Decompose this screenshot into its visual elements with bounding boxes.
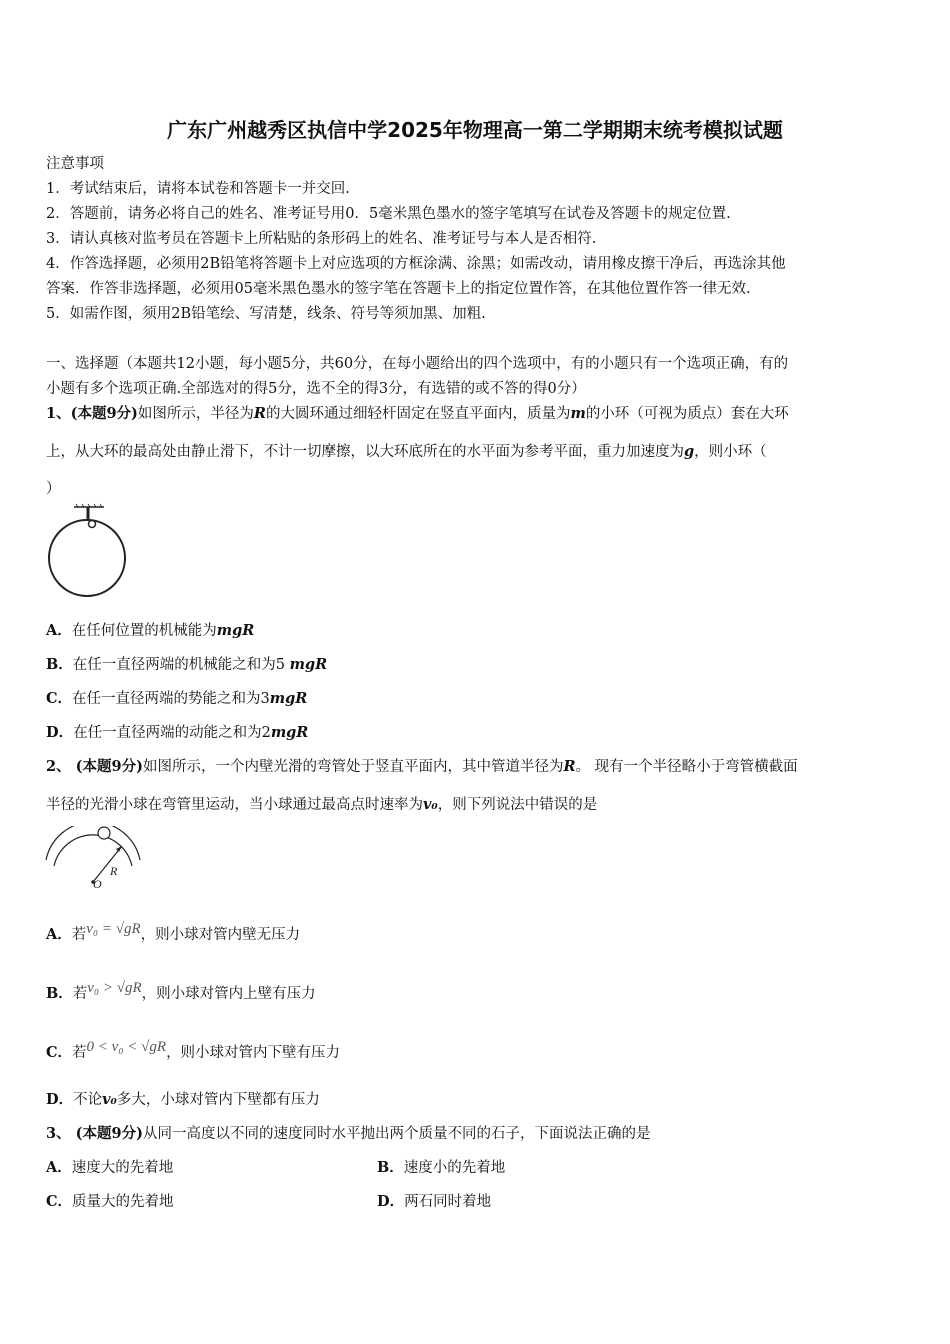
q1-option-d[interactable]: D．在任一直径两端的动能之和为2mgR [46,724,309,741]
q2-option-d[interactable]: D．不论v₀多大，小球对管内下壁都有压力 [46,1091,320,1108]
notice-item: 1．考试结束后，请将本试卷和答题卡一并交回. [46,181,350,197]
q2-fig-label-R: R [110,864,118,878]
q3-option-a[interactable]: A．速度大的先着地 [46,1159,174,1176]
q1-stem-line2: 上，从大环的最高处由静止滑下，不计一切摩擦，以大环底所在的水平面为参考平面，重力加速度为g，则小环（ [46,443,767,460]
q2-option-b[interactable]: B．若v₀ > √gR，则小球对管内上壁有压力 [46,980,316,1002]
var-g: g [684,443,695,460]
q2-number: 2、 (本题9分) [46,758,143,775]
q3-option-c[interactable]: C．质量大的先着地 [46,1193,174,1210]
q3-option-b[interactable]: B．速度小的先着地 [377,1159,506,1176]
q1-option-a[interactable]: A．在任何位置的机械能为mgR [46,622,255,639]
q1-number: 1、(本题9分) [46,405,138,422]
q1-stem-line1: 1、(本题9分)如图所示，半径为R的大圆环通过细轻杆固定在竖直平面内，质量为m的小环（可视为质点）套在大环 [46,405,789,422]
notice-heading: 注意事项 [46,156,104,172]
q2-stem-line1: 2、 (本题9分)如图所示，一个内壁光滑的弯管处于竖直平面内，其中管道半径为R。 现有一个半径略小于弯管横截面 [46,758,798,775]
notice-item: 2．答题前，请务必将自己的姓名、准考证号用0．5毫米黑色墨水的签字笔填写在试卷及答题卡的规定位置. [46,206,731,222]
q3-number: 3、 (本题9分) [46,1125,143,1142]
q3-option-d[interactable]: D．两石同时着地 [377,1193,492,1210]
notice-item: 5．如需作图，须用2B铅笔绘、写清楚，线条、符号等须加黑、加粗. [46,306,486,322]
q2-stem-line2: 半径的光滑小球在弯管里运动，当小球通过最高点时速率为v₀，则下列说法中错误的是 [46,796,598,813]
q2-option-c[interactable]: C．若0 < v₀ < √gR，则小球对管内下壁有压力 [46,1039,341,1061]
section-heading-line1: 一、选择题（本题共12小题，每小题5分，共60分，在每小题给出的四个选项中，有的小题只有一个选项正确，有的 [46,356,789,372]
q2-fig-label-O: O [93,877,102,891]
q1-ring-figure [44,503,130,601]
notice-item: 3．请认真核对监考员在答题卡上所粘贴的条形码上的姓名、准考证号与本人是否相符. [46,231,597,247]
var-m: m [570,405,586,422]
q1-option-b[interactable]: B．在任一直径两端的机械能之和为5 mgR [46,656,328,673]
section-heading-line2: 小题有多个选项正确.全部选对的得5分，选不全的得3分，有选错的或不答的得0分） [46,381,586,397]
q2-option-a[interactable]: A．若v₀ = √gR，则小球对管内壁无压力 [46,921,301,943]
var-R: R [253,405,266,422]
notice-item: 4．作答选择题，必须用2B铅笔将答题卡上对应选项的方框涂满、涂黑；如需改动，请用橡皮擦干净后，再选涂其他 [46,256,786,272]
q3-stem-line1: 3、 (本题9分)从同一高度以不同的速度同时水平抛出两个质量不同的石子，下面说法正确的是 [46,1125,651,1142]
notice-item: 答案．作答非选择题，必须用05毫米黑色墨水的签字笔在答题卡上的指定位置作答，在其他位置作答一律无效. [46,281,751,297]
q2-bent-tube-figure [40,826,146,892]
q1-option-c[interactable]: C．在任一直径两端的势能之和为3mgR [46,690,308,707]
q1-stem-line3: ） [46,481,61,497]
page-title: 广东广州越秀区执信中学2025年物理高一第二学期期末统考模拟试题 [167,118,783,142]
